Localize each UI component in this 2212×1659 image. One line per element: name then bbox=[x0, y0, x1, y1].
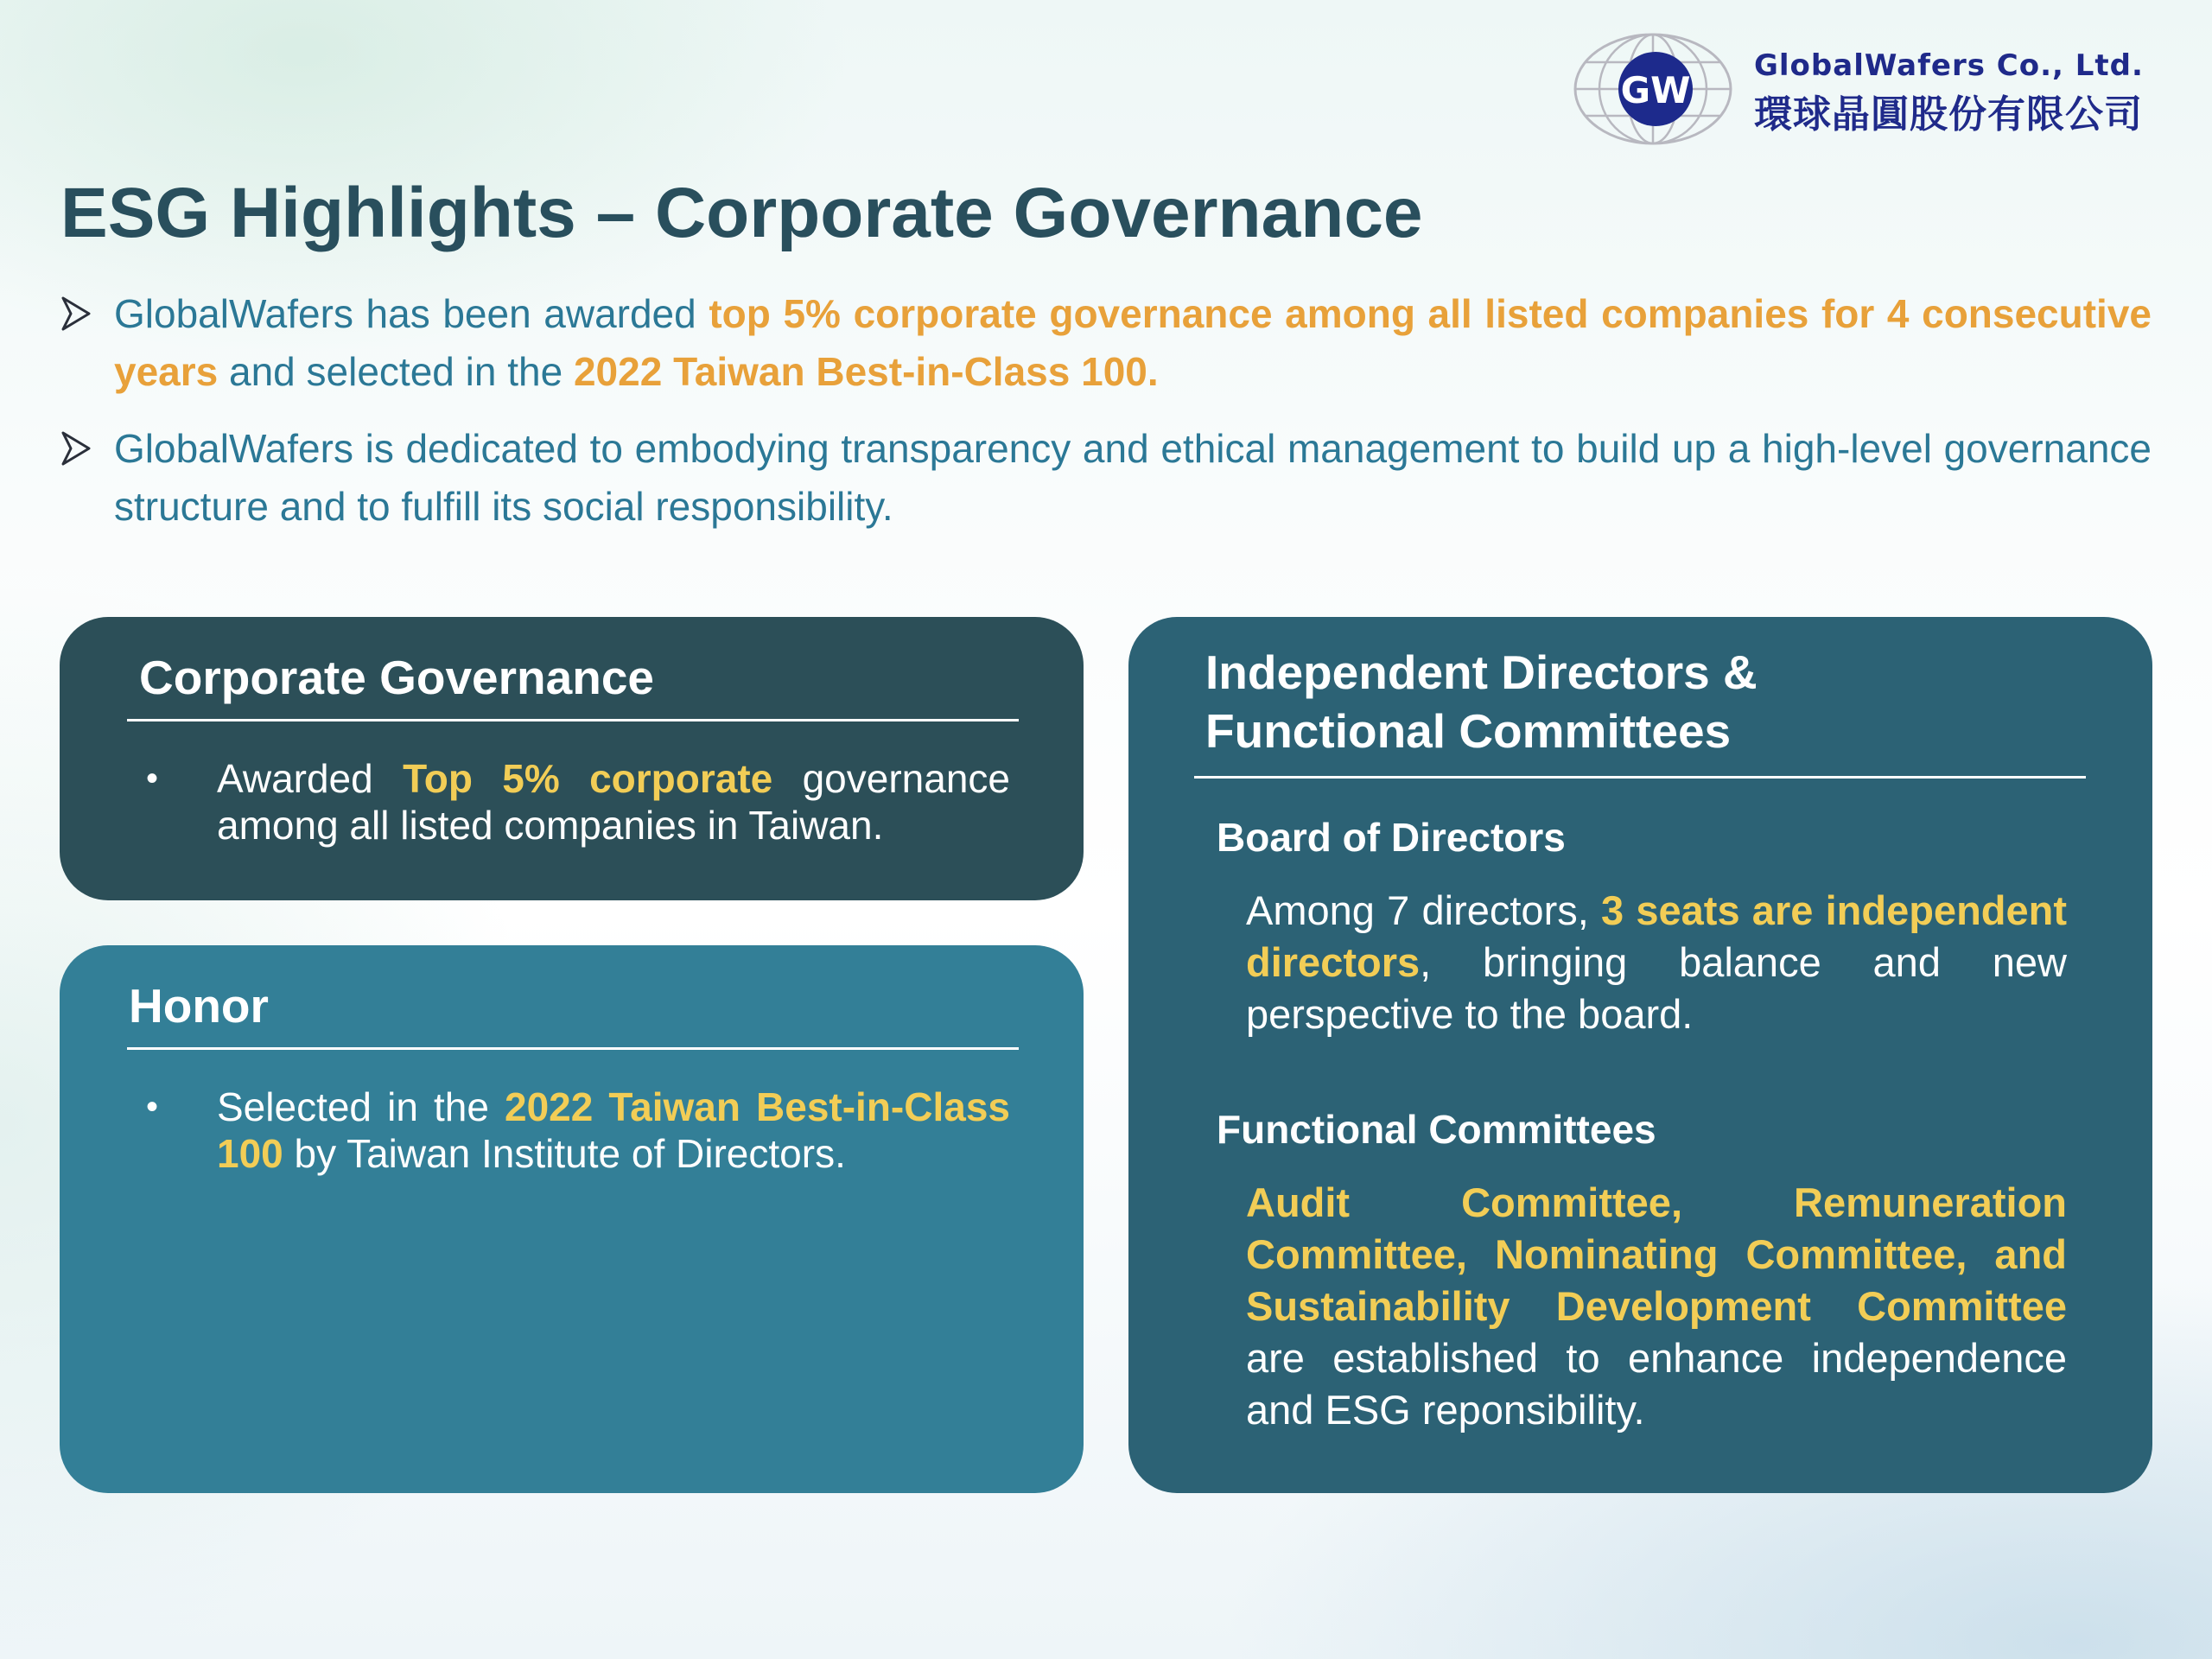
bullet-dot: • bbox=[146, 1088, 159, 1126]
independent-directors-card bbox=[1128, 617, 2152, 1493]
bullet-dot: • bbox=[146, 760, 159, 798]
functional-committees-text: Audit Committee, Remuneration Committee, Nominating Committee, and Sustainability Development Committee are established to enhance independence and ESG reponsibility. bbox=[1246, 1179, 2067, 1433]
divider bbox=[127, 719, 1019, 721]
company-name-en: GlobalWafers Co., Ltd. bbox=[1754, 48, 2144, 83]
board-of-directors-text: Among 7 directors, 3 seats are independent directors, bringing balance and new perspective to the board. bbox=[1246, 887, 2067, 1037]
card-heading-line1: Independent Directors & bbox=[1205, 645, 1758, 699]
corporate-governance-card bbox=[60, 617, 1084, 900]
intro-bullet-awards: GlobalWafers has been awarded top 5% corporate governance among all listed companies for 4 consecutive years and selected in the 2022 Taiwan Best-in-Class 100. bbox=[60, 285, 2152, 401]
divider bbox=[127, 1047, 1019, 1050]
arrow-bullet-icon bbox=[60, 295, 92, 333]
card-heading: Honor bbox=[129, 979, 269, 1033]
globe-logo-icon bbox=[1573, 31, 1745, 147]
page-title: ESG Highlights – Corporate Governance bbox=[60, 174, 1423, 252]
company-name-zh: 環球晶圓股份有限公司 bbox=[1754, 92, 2143, 137]
card-bullet-text: Awarded Top 5% corporate governance among all listed companies in Taiwan. bbox=[217, 756, 1010, 848]
company-logo bbox=[1573, 31, 2144, 147]
divider bbox=[1194, 776, 2086, 779]
arrow-bullet-icon bbox=[60, 429, 92, 467]
honor-card bbox=[60, 945, 1084, 1493]
card-heading-line2: Functional Committees bbox=[1205, 704, 1732, 758]
card-heading: Corporate Governance bbox=[139, 651, 655, 704]
card-bullet-text: Selected in the 2022 Taiwan Best-in-Class 100 by Taiwan Institute of Directors. bbox=[217, 1084, 1010, 1176]
intro-bullets bbox=[60, 285, 2152, 555]
functional-committees-heading: Functional Committees bbox=[1217, 1107, 1656, 1152]
svg-text:GW: GW bbox=[1620, 69, 1691, 111]
intro-bullet-dedication: GlobalWafers is dedicated to embodying transparency and ethical management to build up a high-level governance structure and to fulfill its social responsibility. bbox=[60, 420, 2152, 536]
board-of-directors-heading: Board of Directors bbox=[1217, 815, 1566, 860]
